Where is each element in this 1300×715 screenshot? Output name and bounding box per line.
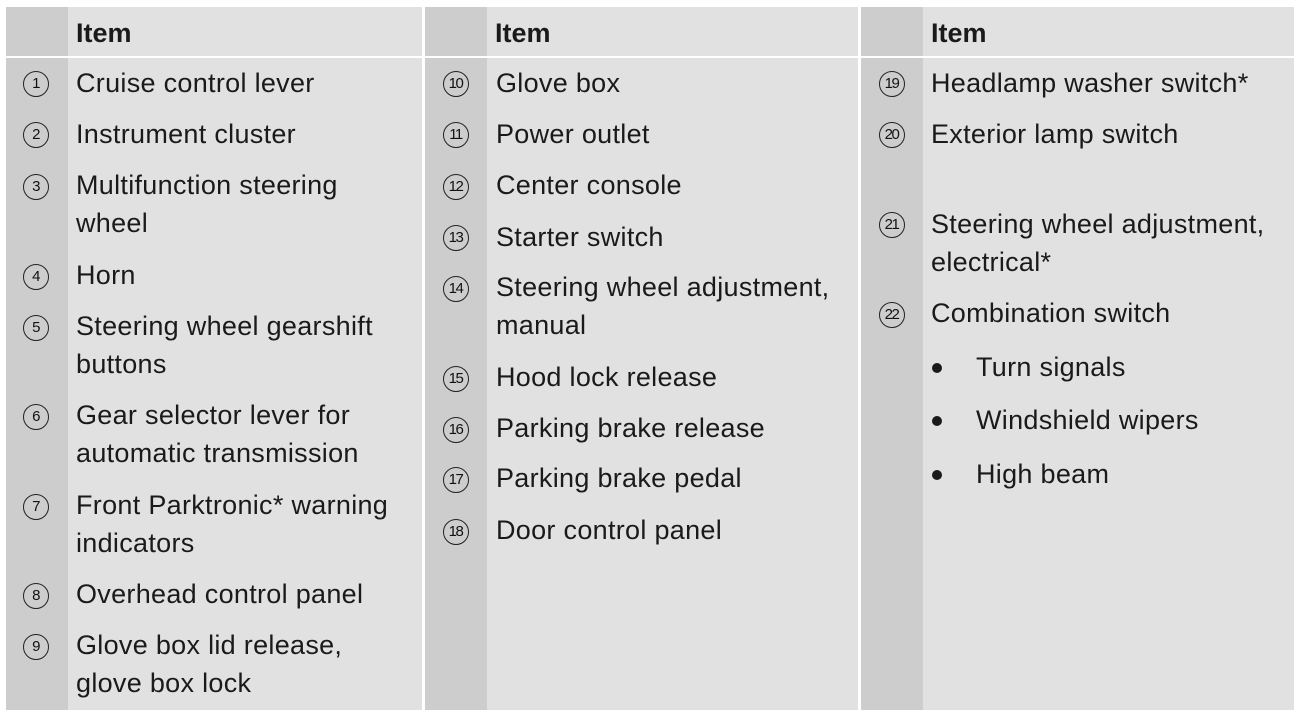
- item-label: Parking brake release: [496, 413, 765, 443]
- item-label: Horn: [76, 260, 136, 290]
- item-label: Steering wheel gearshift: [76, 311, 373, 341]
- item-label: Front Parktronic* warning: [76, 490, 389, 520]
- item-label: Starter switch: [496, 222, 664, 252]
- item-label: Headlamp washer switch*: [931, 68, 1249, 98]
- item-number-badge: 11: [443, 122, 469, 148]
- sub-item-label: Windshield wipers: [976, 405, 1199, 435]
- item-number-badge: 7: [23, 494, 49, 520]
- item-label-continued: buttons: [76, 349, 167, 379]
- item-number-badge: 3: [23, 174, 49, 200]
- item-label: Door control panel: [496, 515, 723, 545]
- item-number-badge: 14: [443, 276, 469, 302]
- item-label-continued: automatic transmission: [76, 438, 359, 468]
- item-number-badge: 8: [23, 583, 49, 609]
- item-number-badge: 10: [443, 71, 469, 97]
- sub-item-label: High beam: [976, 459, 1110, 489]
- bullet-dot: [932, 470, 942, 480]
- header-divider: [6, 56, 422, 58]
- item-label: Overhead control panel: [76, 579, 364, 609]
- item-number-badge: 18: [443, 519, 469, 545]
- item-number-badge: 9: [23, 634, 49, 660]
- column-header: Item: [76, 18, 132, 48]
- item-label: Glove box lid release,: [76, 630, 343, 660]
- item-label: Parking brake pedal: [496, 463, 742, 493]
- item-label: Center console: [496, 170, 682, 200]
- item-label: Steering wheel adjustment,: [496, 272, 830, 302]
- header-divider: [425, 56, 858, 58]
- item-number-badge: 1: [23, 71, 49, 97]
- item-label-continued: glove box lock: [76, 668, 252, 698]
- item-label: Hood lock release: [496, 362, 718, 392]
- number-column: [861, 7, 923, 710]
- bullet-dot: [932, 363, 942, 373]
- number-column: [425, 7, 487, 710]
- sub-item-label: Turn signals: [976, 352, 1126, 382]
- item-number-badge: 6: [23, 404, 49, 430]
- item-label-continued: indicators: [76, 528, 195, 558]
- item-number-badge: 13: [443, 225, 469, 251]
- item-label-continued: electrical*: [931, 247, 1052, 277]
- column-header: Item: [495, 18, 551, 48]
- item-number-badge: 5: [23, 315, 49, 341]
- item-number-badge: 21: [879, 212, 905, 238]
- item-number-badge: 12: [443, 174, 469, 200]
- item-label: Instrument cluster: [76, 119, 296, 149]
- item-number-badge: 20: [879, 122, 905, 148]
- item-number-badge: 4: [23, 264, 49, 290]
- item-number-badge: 22: [879, 302, 905, 328]
- item-label: Power outlet: [496, 119, 650, 149]
- item-number-badge: 17: [443, 467, 469, 493]
- item-number-badge: 19: [879, 71, 905, 97]
- item-label: Glove box: [496, 68, 621, 98]
- item-label: Cruise control lever: [76, 68, 315, 98]
- item-number-badge: 2: [23, 122, 49, 148]
- item-label: Exterior lamp switch: [931, 119, 1179, 149]
- item-number-badge: 16: [443, 417, 469, 443]
- item-label: Steering wheel adjustment,: [931, 209, 1265, 239]
- item-number-badge: 15: [443, 366, 469, 392]
- item-label-continued: manual: [496, 310, 587, 340]
- column-header: Item: [931, 18, 987, 48]
- item-label: Combination switch: [931, 298, 1171, 328]
- header-divider: [861, 56, 1294, 58]
- item-label-continued: wheel: [76, 208, 149, 238]
- item-label: Gear selector lever for: [76, 400, 350, 430]
- bullet-dot: [932, 416, 942, 426]
- item-label: Multifunction steering: [76, 170, 338, 200]
